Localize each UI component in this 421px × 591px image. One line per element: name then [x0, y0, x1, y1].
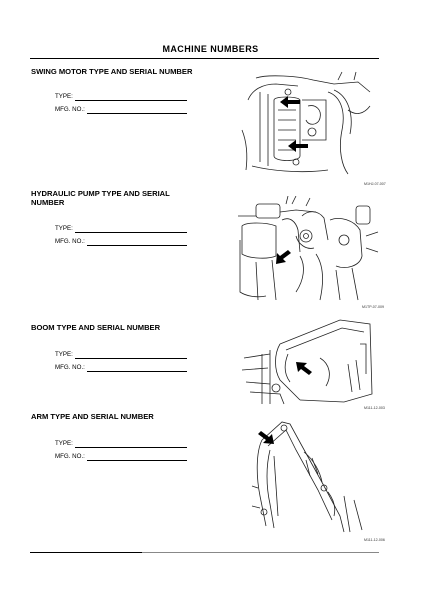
section-heading: SWING MOTOR TYPE AND SERIAL NUMBER — [31, 67, 193, 76]
boom-illustration — [240, 314, 376, 406]
top-rule — [30, 58, 379, 59]
mfg-no-field-line[interactable] — [87, 113, 187, 114]
type-field-line[interactable] — [75, 447, 187, 448]
figure-caption: M1HJ-07-007 — [364, 182, 386, 186]
section-heading: ARM TYPE AND SERIAL NUMBER — [31, 412, 154, 421]
mfg-no-label: MFG. NO.: — [55, 238, 85, 245]
arm-arrow — [258, 431, 274, 444]
footer-rule — [30, 552, 142, 553]
section-heading: HYDRAULIC PUMP TYPE AND SERIAL NUMBER — [31, 189, 170, 207]
hydraulic-pump-illustration — [236, 196, 380, 304]
mfg-no-field-line[interactable] — [87, 371, 187, 372]
figure-caption: M1TP-07-009 — [362, 305, 384, 309]
mfg-no-field-line[interactable] — [87, 460, 187, 461]
type-field-line[interactable] — [75, 100, 187, 101]
boom-arrow — [296, 362, 312, 375]
type-field-line[interactable] — [75, 358, 187, 359]
type-label: TYPE: — [55, 351, 73, 358]
section-heading: BOOM TYPE AND SERIAL NUMBER — [31, 323, 161, 332]
mfg-no-field-line[interactable] — [87, 245, 187, 246]
page-title: MACHINE NUMBERS — [162, 44, 259, 54]
footer-rule-thin — [142, 552, 379, 553]
figure-caption: M111-12-003 — [364, 406, 385, 410]
figure-caption: M111-12-006 — [364, 538, 385, 542]
mfg-no-label: MFG. NO.: — [55, 106, 85, 113]
mfg-no-label: MFG. NO.: — [55, 364, 85, 371]
type-label: TYPE: — [55, 225, 73, 232]
mfg-no-label: MFG. NO.: — [55, 453, 85, 460]
swing-motor-illustration — [238, 70, 376, 180]
type-field-line[interactable] — [75, 232, 187, 233]
type-label: TYPE: — [55, 93, 73, 100]
arm-illustration — [244, 416, 376, 534]
type-label: TYPE: — [55, 440, 73, 447]
pump-arrow — [276, 250, 291, 264]
